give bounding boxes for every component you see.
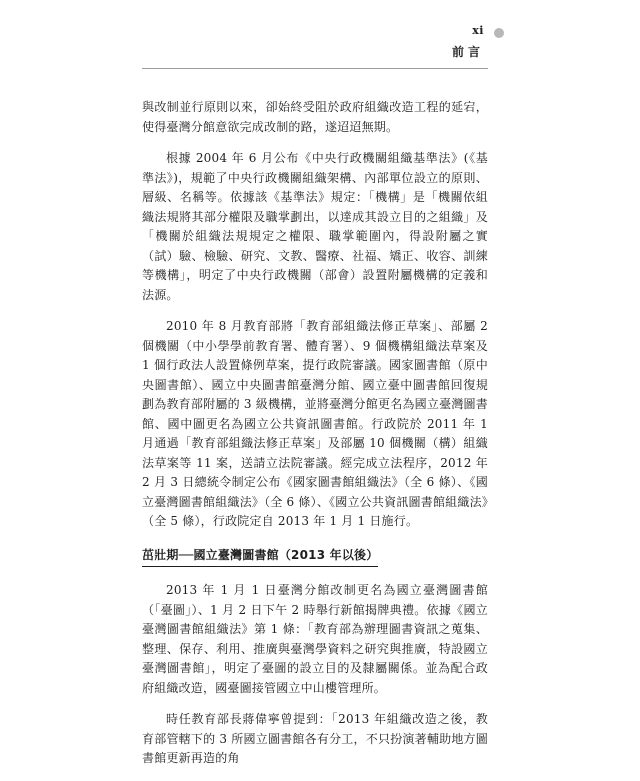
section-subheading: 茁壯期──國立臺灣圖書館（2013 年以後）: [142, 546, 378, 568]
paragraph-2010-reform: 2010 年 8 月教育部將「教育部組織法修正草案」、部屬 2 個機關（中小學學前教育署、體育署）、9 個機構組織法草案及 1 個行政法人設置條例草案，提行政院審議。國家圖書館（原中央圖書館）、國立中央圖書館臺灣分館、國立臺中圖書館回復規劃為教育部附屬的 3 級機構，並將臺灣分館更名為國立臺灣圖書館、國中圖更名為國立公共資訊圖書館。行政院於 2011 年 1 月通過「教育部組織法修正草案」及部屬 10 個機關（構）組織法草案等 11 案，送請立法院審議。經完成立法程序，2012 年 2 月 3 日總統令制定公布《國家圖書館組織法》（全 6 條）、《國立臺灣圖書館組織法》（全 6 條）、《國立公共資訊圖書館組織法》（全 5 條），行政院定自 2013 年 1 月 1 日施行。: [142, 319, 488, 528]
page-number: xi: [472, 24, 484, 37]
paragraph-2013-rename: 2013 年 1 月 1 日臺灣分館改制更名為國立臺灣圖書館（「臺圖」）、1 月 2 日下午 2 時舉行新館揭牌典禮。依據《國立臺灣圖書館組織法》第 1 條：「教育部為辦理圖書資訊之蒐集、整理、保存、利用、推廣與臺灣學資料之研究與推廣，特設國立臺灣圖書館」，明定了臺圖的設立目的及隸屬關係。並為配合政府組織改造，國臺圖接管國立中山樓管理所。: [142, 583, 488, 695]
paragraph-continued: 與改制並行原則以來，卻始終受阻於政府組織改造工程的延宕，使得臺灣分館意欲完成改制的路，遂迢迢無期。: [142, 100, 488, 134]
body-text: [142, 98, 488, 781]
paragraph-basic-law: 根據 2004 年 6 月公布《中央行政機關組織基準法》(《基準法》)，規範了中央行政機關組織架構、內部單位設立的原則、層級、名稱等。依據該《基準法》規定：「機構」是「機關依組織法規將其部分權限及職掌劃出，以達成其設立目的之組織」及「機關於組織法規規定之權限、職掌範圍內，得設附屬之實（試）驗、檢驗、研究、文教、醫療、社福、矯正、收容、訓練等機構」，明定了中央行政機關（部會）設置附屬機構的定義和法源。: [142, 151, 488, 302]
paragraph-minister-quote: 時任教育部長蔣偉寧曾提到：「2013 年組織改造之後，教育部管轄下的 3 所國立圖書館各有分工，不只扮演著輔助地方圖書館更新再造的角: [142, 712, 488, 765]
running-header-title: 前言: [451, 45, 484, 59]
header-divider: [142, 68, 488, 69]
thumb-tab-marker: [494, 28, 504, 38]
